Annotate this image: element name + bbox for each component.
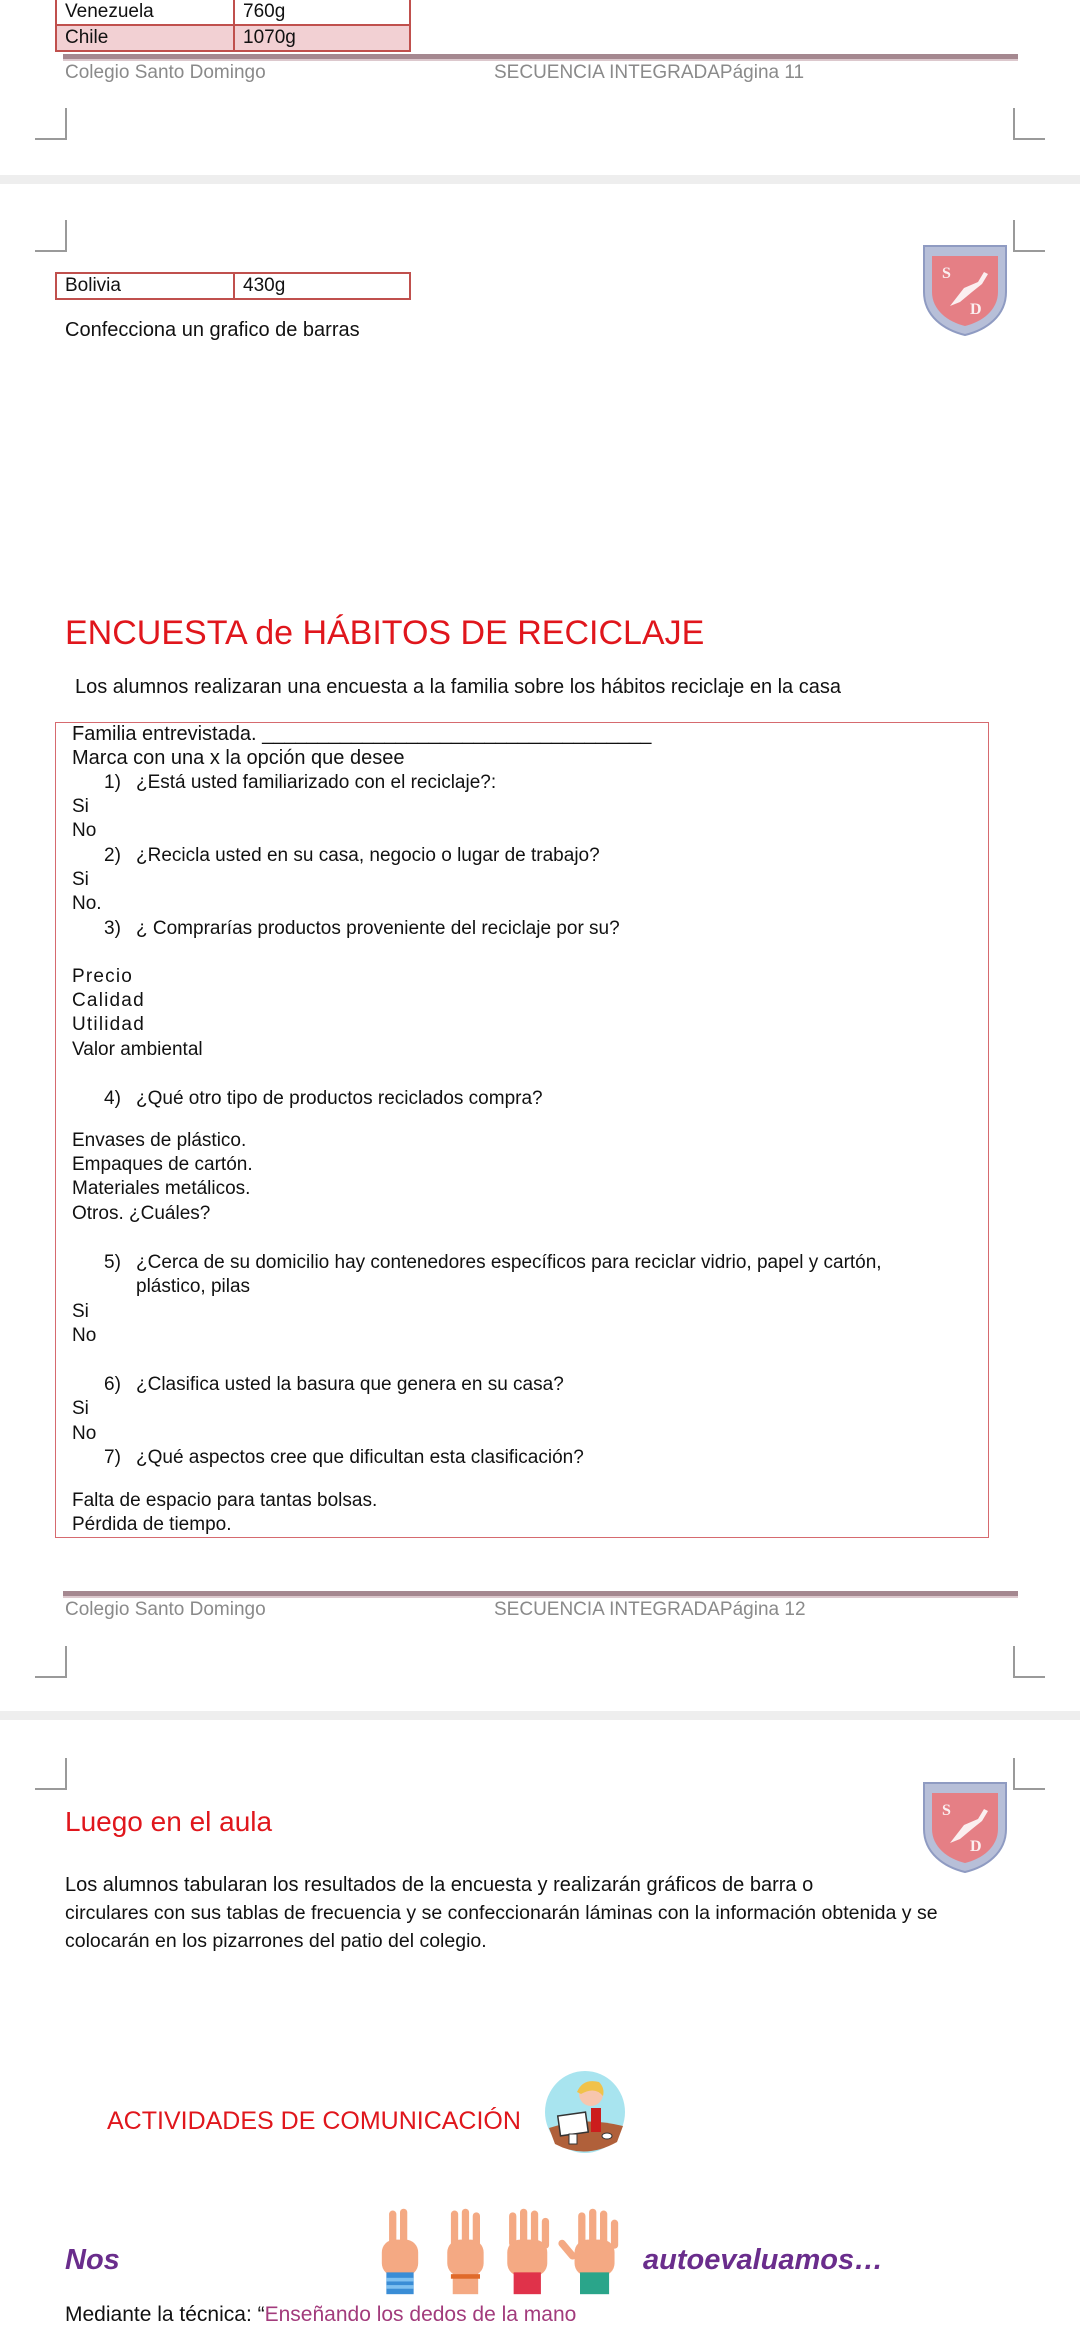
weight-cell: 1070g — [234, 25, 410, 51]
hand-four-fingers-icon — [507, 2209, 549, 2294]
footer-school: Colegio Santo Domingo — [65, 62, 266, 83]
self-eval-left: Nos — [65, 2244, 120, 2276]
hand-three-fingers-icon — [447, 2209, 483, 2294]
option-otros[interactable]: Otros. ¿Cuáles? — [72, 1203, 211, 1224]
option-no[interactable]: No — [72, 1325, 97, 1346]
option-no[interactable]: No. — [72, 893, 102, 914]
paragraph-line: Los alumnos tabularan los resultados de la encuesta y realizarán gráficos de barra o — [65, 1874, 814, 1896]
option-si[interactable]: Si — [72, 796, 89, 817]
table-row — [56, 0, 410, 25]
student-at-computer-illustration — [543, 2070, 627, 2154]
question-5: 5) ¿Cerca de su domicilio hay contenedores específicos para reciclar vidrio, papel y cartón, — [104, 1252, 882, 1273]
country-cell: Chile — [56, 25, 234, 51]
technique-line — [65, 2303, 576, 2327]
weights-table-bolivia — [55, 272, 411, 300]
bar-chart-instruction: Confecciona un grafico de barras — [65, 319, 360, 341]
country-cell: Venezuela — [56, 0, 234, 25]
crest-letter-d: D — [970, 1838, 982, 1855]
paragraph-line: colocarán en los pizarrones del patio del colegio. — [65, 1930, 487, 1952]
country-cell: Bolivia — [56, 273, 234, 299]
crest-letter-s: S — [942, 1802, 951, 1819]
option-perdida-tiempo[interactable]: Pérdida de tiempo. — [72, 1514, 232, 1535]
weight-cell: 430g — [234, 273, 410, 299]
activities-title: ACTIVIDADES DE COMUNICACIÓN — [107, 2107, 521, 2135]
option-si[interactable]: Si — [72, 1301, 89, 1322]
weights-table-top — [55, 0, 411, 52]
crest-letter-d: D — [970, 301, 982, 318]
option-utilidad[interactable]: Utilidad — [72, 1014, 145, 1035]
question-1: 1) ¿Está usted familiarizado con el reciclaje?: — [104, 772, 497, 793]
question-3: 3) ¿ Comprarías productos proveniente del reciclaje por su? — [104, 918, 620, 939]
mark-instruction: Marca con una x la opción que desee — [72, 747, 405, 769]
question-5-continued: plástico, pilas — [136, 1276, 251, 1297]
crop-mark — [1013, 1646, 1045, 1678]
school-crest-logo — [920, 244, 1010, 336]
self-eval-right: autoevaluamos… — [643, 2244, 884, 2276]
question-7: 7) ¿Qué aspectos cree que dificultan esta clasificación? — [104, 1447, 584, 1468]
option-falta-espacio[interactable]: Falta de espacio para tantas bolsas. — [72, 1490, 378, 1511]
survey-title: ENCUESTA de HÁBITOS DE RECICLAJE — [65, 614, 705, 652]
hands-counting-fingers-illustration — [350, 2196, 650, 2296]
page-separator — [0, 175, 1080, 184]
crop-mark — [35, 1758, 67, 1790]
table-row — [56, 273, 410, 299]
question-2: 2) ¿Recicla usted en su casa, negocio o lugar de trabajo? — [104, 845, 600, 866]
option-calidad[interactable]: Calidad — [72, 990, 145, 1011]
option-si[interactable]: Si — [72, 1398, 89, 1419]
crop-mark — [35, 108, 67, 140]
hand-two-fingers-icon — [382, 2209, 418, 2294]
option-no[interactable]: No — [72, 820, 97, 841]
technique-name: Enseñando los dedos de la mano — [264, 2303, 577, 2326]
family-field[interactable]: Familia entrevistada. ___________________________________ — [72, 723, 652, 745]
school-crest-logo — [920, 1781, 1010, 1873]
option-envases[interactable]: Envases de plástico. — [72, 1130, 247, 1151]
technique-prefix: Mediante la técnica: “ — [65, 2303, 265, 2326]
option-empaques[interactable]: Empaques de cartón. — [72, 1154, 253, 1175]
crest-letter-s: S — [942, 265, 951, 282]
table-row — [56, 25, 410, 51]
section-title: Luego en el aula — [65, 1806, 273, 1837]
hand-five-fingers-icon — [557, 2209, 618, 2294]
page-separator — [0, 1711, 1080, 1720]
crop-mark — [1013, 220, 1045, 252]
survey-intro: Los alumnos realizaran una encuesta a la familia sobre los hábitos reciclaje en la casa — [75, 676, 841, 698]
crop-mark — [35, 220, 67, 252]
crop-mark — [1013, 1758, 1045, 1790]
question-4: 4) ¿Qué otro tipo de productos reciclados compra? — [104, 1088, 543, 1109]
footer-page-number: SECUENCIA INTEGRADAPágina 12 — [494, 1599, 806, 1620]
option-no[interactable]: No — [72, 1423, 97, 1444]
option-valor-ambiental[interactable]: Valor ambiental — [72, 1039, 203, 1060]
crop-mark — [35, 1646, 67, 1678]
option-precio[interactable]: Precio — [72, 966, 134, 987]
crop-mark — [1013, 108, 1045, 140]
footer-divider — [63, 54, 1018, 61]
footer-divider — [63, 1591, 1018, 1598]
paragraph-line: circulares con sus tablas de frecuencia y se confeccionarán láminas con la información obtenida y se — [65, 1902, 938, 1924]
option-si[interactable]: Si — [72, 869, 89, 890]
option-metalicos[interactable]: Materiales metálicos. — [72, 1178, 251, 1199]
footer-school: Colegio Santo Domingo — [65, 1599, 266, 1620]
question-6: 6) ¿Clasifica usted la basura que genera en su casa? — [104, 1374, 564, 1395]
weight-cell: 760g — [234, 0, 410, 25]
footer-page-number: SECUENCIA INTEGRADAPágina 11 — [494, 62, 805, 83]
